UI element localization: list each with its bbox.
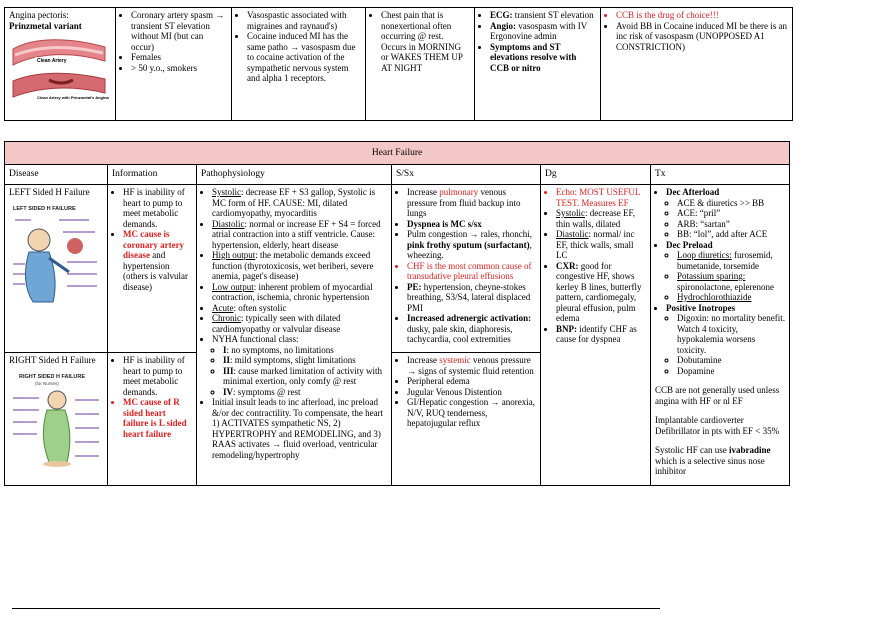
tx-loop-diuretics: ◦ Loop diuretics: furosemid, bumetanide, torsemide bbox=[677, 250, 785, 271]
patho-chronic: • Chronic: typically seen with dilated cardiomyopathy or valvular disease bbox=[212, 313, 387, 334]
dg-echo: • Echo: MOST USEFUL TEST. Measures EF bbox=[556, 187, 646, 208]
left-hf-title: LEFT Sided H Failure bbox=[9, 187, 90, 197]
left-hf-info-cause: • MC cause is coronary artery disease and hypertension (others is valvular disease) bbox=[123, 229, 192, 292]
right-hf-disease-cell bbox=[5, 353, 108, 486]
artery-illustration bbox=[9, 35, 109, 105]
left-hf-info-definition: • HF is inability of heart to pump to meet metabolic demands. bbox=[123, 187, 192, 229]
right-hf-title: RIGHT Sided H Failure bbox=[9, 355, 96, 365]
right-hf-info-cell bbox=[108, 353, 197, 486]
angina-epi-cell bbox=[116, 8, 232, 121]
tx-potassium-sparing: ◦ Potassium sparing: spironolactone, eplerenone bbox=[677, 271, 785, 292]
right-ssx-item: • Peripheral edema bbox=[407, 376, 536, 387]
angina-dg-cell bbox=[475, 8, 601, 121]
header-ssx: S/Sx bbox=[392, 165, 541, 185]
header-pathophysiology: Pathophysiology bbox=[197, 165, 392, 185]
tx-inotrope-item: ◦ Dopamine bbox=[677, 366, 785, 377]
left-ssx-adrenergic: • Increased adrenergic activation: dusky, pale skin, diaphoresis, tachycardia, cool extremities bbox=[407, 313, 536, 345]
right-hf-image-sub: (for Nurses) bbox=[35, 380, 59, 386]
header-disease: Disease bbox=[5, 165, 108, 185]
angina-ecg: • ECG: transient ST elevation bbox=[490, 10, 596, 21]
artery-label-top: Clean Artery bbox=[37, 58, 67, 64]
hf-tx-cell bbox=[651, 185, 790, 486]
tx-ivabradine-note: Systolic HF can use ivabradine which is a selective sinus nose inhibitor bbox=[655, 445, 771, 476]
tx-afterload-item: ◦ ARB: “sartan” bbox=[677, 219, 785, 230]
dg-cxr: • CXR: good for congestive HF, shows kerley B lines, butterfly pattern, cardiomegaly, pleural effusion, pulm edema bbox=[556, 261, 646, 324]
tx-afterload-item: ◦ ACE & diuretics >> BB bbox=[677, 198, 785, 209]
angina-sx-cell bbox=[366, 8, 475, 121]
angina-patho-cell bbox=[232, 8, 366, 121]
patho-compensation: • Initial insult leads to inc afterload, inc preload &/or dec contractility. To compensate, the heart 1) ACTIVATES sympathetic NS, 2) HYPERTROPHY and REMODELING, and 3) RAAS activates → fluid overload, ventricular remodeling/hypertrophy bbox=[212, 397, 387, 460]
tx-inotropes: • Positive Inotropes ◦ Digoxin: no mortality benefit. Watch 4 toxicity, hypokalemia worsens toxicity. ◦ Dobutamine ◦ Dopamine bbox=[666, 303, 785, 377]
angina-patho-item: • Vasospastic associated with migraines and raynaud's) bbox=[247, 10, 361, 31]
artery-label-bottom: Clean Artery with Prinzmetal's Angina bbox=[37, 95, 109, 100]
left-hf-disease-cell bbox=[5, 185, 108, 353]
angina-title-cell bbox=[5, 8, 116, 121]
left-hf-ssx-cell bbox=[392, 185, 541, 353]
nyha-class-4: ◦ IV: symptoms @ rest bbox=[223, 387, 387, 398]
patho-nyha: • NYHA functional class: ◦ I: no symptoms, no limitations ◦ II: mild symptoms, slight limitations ◦ III: cause marked limitation of activity with minimal exertion, only comfy @ rest ◦ IV: symptoms @ rest bbox=[212, 334, 387, 397]
nyha-class-2: ◦ II: mild symptoms, slight limitations bbox=[223, 355, 387, 366]
right-hf-illustration bbox=[9, 370, 103, 468]
tx-inotrope-item: ◦ Dobutamine bbox=[677, 355, 785, 366]
angina-epi-item: • > 50 y.o., smokers bbox=[131, 63, 227, 74]
angina-angio: • Angio: vasospasm with IV Ergonovine admin bbox=[490, 21, 596, 42]
angina-avoid-bb: • Avoid BB in Cocaine induced MI be there is an inc risk of vasospasm (UNOPPOSED A1 CONSTRICTION) bbox=[616, 21, 788, 53]
patho-high-output: • High output: the metabolic demands exceed function (thyrotoxicosis, wet beriberi, severe anemia, paget's disease) bbox=[212, 250, 387, 282]
right-ssx-item: • GI/Hepatic congestion → anorexia, N/V, RUQ tenderness, hepatojugular reflux bbox=[407, 397, 536, 429]
right-hf-ssx-cell bbox=[392, 353, 541, 486]
left-hf-illustration bbox=[9, 202, 103, 312]
hf-dg-cell bbox=[541, 185, 651, 486]
footer-rule bbox=[12, 608, 660, 609]
header-tx: Tx bbox=[651, 165, 790, 185]
hf-patho-cell bbox=[197, 185, 392, 486]
tx-afterload-item: ◦ ACE: “pril” bbox=[677, 208, 785, 219]
dg-diastolic: • Diastolic: normal/ inc EF, thick walls, small LC bbox=[556, 229, 646, 261]
patho-systolic: • Systolic: decrease EF + S3 gallop, Systolic is MC form of HF. CAUSE: MI, dilated cardiomyopathy, myocarditis bbox=[212, 187, 387, 219]
left-hf-info-cell bbox=[108, 185, 197, 353]
right-ssx-item: • Jugular Venous Distention bbox=[407, 387, 536, 398]
dg-systolic: • Systolic: decrease EF, thin walls, dilated bbox=[556, 208, 646, 229]
left-ssx-pe: • PE: hypertension, cheyne-stokes breathing, S3/S4, lateral displaced PMI bbox=[407, 282, 536, 314]
nyha-class-1: ◦ I: no symptoms, no limitations bbox=[223, 345, 387, 356]
dg-bnp: • BNP: identify CHF as cause for dyspnea bbox=[556, 324, 646, 345]
left-ssx-chf: • CHF is the most common cause of transudative pleural effusions bbox=[407, 261, 536, 282]
tx-icd-note: Implantable cardioverter Defibrillator in pts with EF < 35% bbox=[655, 415, 780, 436]
patho-low-output: • Low output: inherent problem of myocardial contraction, ischemia, chronic hypertension bbox=[212, 282, 387, 303]
angina-tx-cell bbox=[601, 8, 793, 121]
header-dg: Dg bbox=[541, 165, 651, 185]
tx-preload: • Dec Preload ◦ Loop diuretics: furosemid, bumetanide, torsemide ◦ Potassium sparing: spironolactone, eplerenone ◦ Hydrochlorothiazide bbox=[666, 240, 785, 303]
patho-diastolic: • Diastolic: normal or increase EF + S4 = forced atrial contraction into a stiff ventricle. Cause: hypertension, elderly, heart disease bbox=[212, 219, 387, 251]
left-ssx-pressure: • Increase pulmonary venous pressure from fluid backup into lungs bbox=[407, 187, 536, 219]
angina-sx-item: • Chest pain that is nonexertional often occurring @ rest. Occurs in MORNING or WAKES THEM UP AT NIGHT bbox=[381, 10, 470, 73]
nyha-class-3: ◦ III: cause marked limitation of activity with minimal exertion, only comfy @ rest bbox=[223, 366, 387, 387]
header-information: Information bbox=[108, 165, 197, 185]
angina-table bbox=[4, 7, 793, 121]
tx-inotrope-item: ◦ Digoxin: no mortality benefit. Watch 4 toxicity, hypokalemia worsens toxicity. bbox=[677, 313, 785, 355]
heart-failure-table bbox=[4, 141, 790, 486]
left-ssx-pulm: • Pulm congestion → rales, rhonchi, pink frothy sputum (surfactant), wheezing. bbox=[407, 229, 536, 261]
right-hf-info-cause: • MC cause of R sided heart failure is L sided heart failure bbox=[123, 397, 192, 439]
left-hf-image-title: LEFT SIDED H FAILURE bbox=[13, 205, 76, 212]
hf-banner: Heart Failure bbox=[5, 142, 790, 165]
left-ssx-dyspnea: • Dyspnea is MC s/sx bbox=[407, 219, 536, 230]
angina-title: Angina pectoris: Prinzmetal variant bbox=[9, 10, 82, 31]
right-ssx-pressure: • Increase systemic venous pressure → signs of systemic fluid retention bbox=[407, 355, 536, 376]
angina-ccb: • CCB is the drug of choice!!! bbox=[616, 10, 788, 21]
tx-ccb-note: CCB are not generally used unless angina with HF or nl EF bbox=[655, 385, 780, 406]
angina-epi-item: • Coronary artery spasm → transient ST elevation without MI (but can occur) bbox=[131, 10, 227, 52]
right-hf-info-definition: • HF is inability of heart to pump to meet metabolic demands. bbox=[123, 355, 192, 397]
right-hf-image-title: RIGHT SIDED H FAILURE bbox=[19, 373, 86, 380]
tx-afterload-item: ◦ BB: “lol”, add after ACE bbox=[677, 229, 785, 240]
tx-hctz: ◦ Hydrochlorothiazide bbox=[677, 292, 785, 303]
patho-acute: • Acute: often systolic bbox=[212, 303, 387, 314]
angina-epi-item: • Females bbox=[131, 52, 227, 63]
tx-afterload: • Dec Afterload ◦ ACE & diuretics >> BB ◦ ACE: “pril” ◦ ARB: “sartan” ◦ BB: “lol”, add after ACE bbox=[666, 187, 785, 240]
angina-symptoms: • Symptoms and ST elevations resolve with CCB or nitro bbox=[490, 42, 596, 74]
angina-patho-item: • Cocaine induced MI has the same patho → vasospasm due to cocaine activation of the sympathetic nervous system and alpha 1 receptors. bbox=[247, 31, 361, 84]
